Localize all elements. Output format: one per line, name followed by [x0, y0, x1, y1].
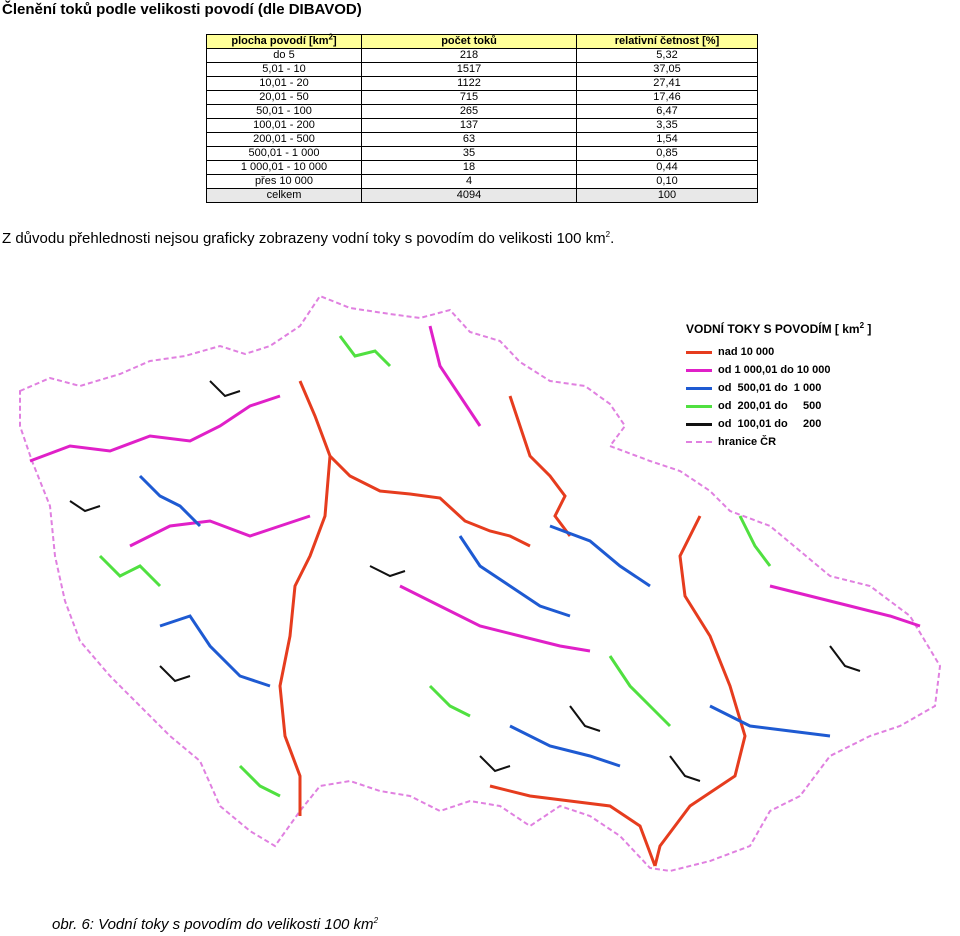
cell-area: 100,01 - 200	[207, 119, 362, 133]
cell-frequency: 27,41	[577, 77, 758, 91]
legend-item	[686, 361, 916, 379]
table-header-row	[207, 35, 758, 49]
table-row	[207, 189, 758, 203]
cell-area: 50,01 - 100	[207, 105, 362, 119]
river-small-6	[430, 686, 470, 716]
river-medium-5	[140, 476, 200, 526]
legend-label: nad 10 000	[718, 346, 775, 358]
legend-swatch	[686, 351, 712, 354]
river-medium-4	[510, 726, 620, 766]
river-small-2	[340, 336, 390, 366]
cell-area: 20,01 - 50	[207, 91, 362, 105]
cell-count: 137	[362, 119, 577, 133]
river-major-1	[300, 381, 530, 546]
cell-count: 1517	[362, 63, 577, 77]
table-row	[207, 91, 758, 105]
cell-area: do 5	[207, 49, 362, 63]
cell-frequency: 1,54	[577, 133, 758, 147]
legend-swatch	[686, 369, 712, 372]
legend-label: od 100,01 do 200	[718, 418, 822, 430]
cell-frequency: 0,85	[577, 147, 758, 161]
cell-count: 1122	[362, 77, 577, 91]
river-major-4	[655, 516, 745, 866]
river-small-1	[100, 556, 160, 586]
river-large-5	[430, 326, 480, 426]
table-row	[207, 147, 758, 161]
river-tiny-8	[160, 666, 190, 681]
river-large-2	[130, 516, 310, 546]
cell-area: celkem	[207, 189, 362, 203]
map-legend	[686, 322, 916, 451]
header-area: plocha povodí $[km^2]$	[207, 35, 362, 49]
legend-item	[686, 433, 916, 451]
river-tiny-7	[670, 756, 700, 781]
header-frequency: relativní četnost [%]	[577, 35, 758, 49]
legend-items	[686, 343, 916, 451]
cell-frequency: 17,46	[577, 91, 758, 105]
legend-item	[686, 415, 916, 433]
river-large-1	[30, 396, 280, 461]
river-tiny-1	[70, 501, 100, 511]
river-large-4	[770, 586, 920, 626]
river-major-5	[490, 786, 655, 866]
table-row	[207, 119, 758, 133]
cell-count: 218	[362, 49, 577, 63]
river-medium-3	[550, 526, 650, 586]
legend-title: VODNÍ TOKY S POVODÍM [ $km^2$ ]	[686, 321, 872, 336]
river-medium-6	[710, 706, 830, 736]
river-major-3	[280, 456, 330, 816]
legend-swatch	[686, 387, 712, 390]
table-row	[207, 49, 758, 63]
cell-area: 200,01 - 500	[207, 133, 362, 147]
cell-count: 715	[362, 91, 577, 105]
cell-count: 265	[362, 105, 577, 119]
table-row	[207, 175, 758, 189]
cell-area: přes 10 000	[207, 175, 362, 189]
legend-item	[686, 397, 916, 415]
legend-swatch	[686, 405, 712, 408]
table-row	[207, 161, 758, 175]
legend-label: od 200,01 do 500	[718, 400, 822, 412]
cell-count: 4094	[362, 189, 577, 203]
cell-frequency: 37,05	[577, 63, 758, 77]
cell-frequency: 6,47	[577, 105, 758, 119]
cell-count: 63	[362, 133, 577, 147]
river-statistics-table	[206, 34, 758, 203]
table-row	[207, 105, 758, 119]
cell-frequency: 0,44	[577, 161, 758, 175]
cell-area: 5,01 - 10	[207, 63, 362, 77]
cell-count: 35	[362, 147, 577, 161]
legend-swatch	[686, 441, 712, 443]
river-tiny-5	[830, 646, 860, 671]
table-body	[207, 49, 758, 203]
cell-frequency: 0,10	[577, 175, 758, 189]
river-medium-2	[460, 536, 570, 616]
cell-area: 1 000,01 - 10 000	[207, 161, 362, 175]
cell-frequency: 3,35	[577, 119, 758, 133]
legend-item	[686, 343, 916, 361]
legend-item	[686, 379, 916, 397]
header-count: počet toků	[362, 35, 577, 49]
table-row	[207, 133, 758, 147]
cell-count: 4	[362, 175, 577, 189]
legend-label: hranice ČR	[718, 436, 777, 448]
legend-swatch	[686, 423, 712, 426]
river-tiny-4	[570, 706, 600, 731]
cell-frequency: 100	[577, 189, 758, 203]
river-medium-1	[160, 616, 270, 686]
page-title: Členění toků podle velikosti povodí (dle DIBAVOD)	[2, 1, 362, 18]
river-small-4	[240, 766, 280, 796]
cell-area: 500,01 - 1 000	[207, 147, 362, 161]
cell-count: 18	[362, 161, 577, 175]
river-tiny-2	[210, 381, 240, 396]
table-row	[207, 63, 758, 77]
figure-caption: obr. 6: Vodní toky s povodím do velikosti 100 $km^2$	[52, 916, 379, 933]
cell-area: 10,01 - 20	[207, 77, 362, 91]
river-tiny-6	[480, 756, 510, 771]
river-major-2	[510, 396, 570, 536]
river-small-3	[610, 656, 670, 726]
river-large-3	[400, 586, 590, 651]
explanatory-note: Z důvodu přehlednosti nejsou graficky zobrazeny vodní toky s povodím do velikosti 100 $km^2$.	[2, 230, 615, 247]
legend-label: od 500,01 do 1 000	[718, 382, 822, 394]
cell-frequency: 5,32	[577, 49, 758, 63]
table-row	[207, 77, 758, 91]
river-tiny-3	[370, 566, 405, 576]
legend-label: od 1 000,01 do 10 000	[718, 364, 831, 376]
